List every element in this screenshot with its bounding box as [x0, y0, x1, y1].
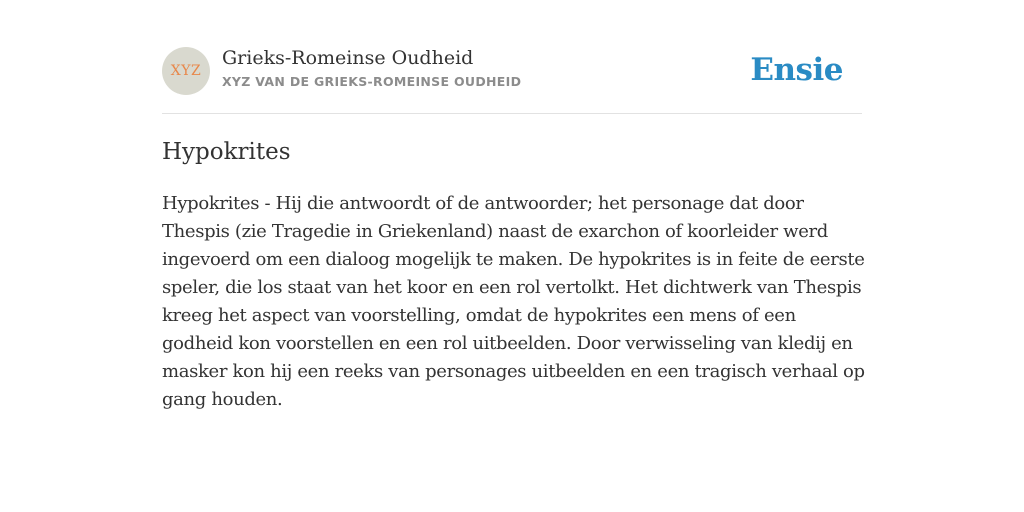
brand-logo[interactable]: Ensie: [750, 52, 843, 88]
source-title[interactable]: Grieks-Romeinse Oudheid: [222, 47, 474, 69]
entry-header: [162, 46, 862, 96]
source-avatar[interactable]: XYZ: [162, 47, 210, 95]
article-body: Hypokrites - Hij die antwoordt of de antwoorder; het personage dat door Thespis (zie Tragedie in Griekenland) naast de exarchon of koorleider werd ingevoerd om een dialoog mogelijk te maken. De hypokrites is in feite de eerste speler, die los staat van het koor en een rol vertolkt. Het dichtwerk van Thespis kreeg het aspect van voorstelling, omdat de hypokrites een mens of een godheid kon voorstellen en een rol uitbeelden. Door verwisseling van kledij en masker kon hij een reeks van personages uitbeelden en een tragisch verhaal op gang houden.: [162, 193, 865, 410]
source-subtitle: XYZ VAN DE GRIEKS-ROMEINSE OUDHEID: [222, 74, 522, 89]
article-title: Hypokrites: [162, 139, 291, 165]
header-divider: [162, 113, 862, 114]
